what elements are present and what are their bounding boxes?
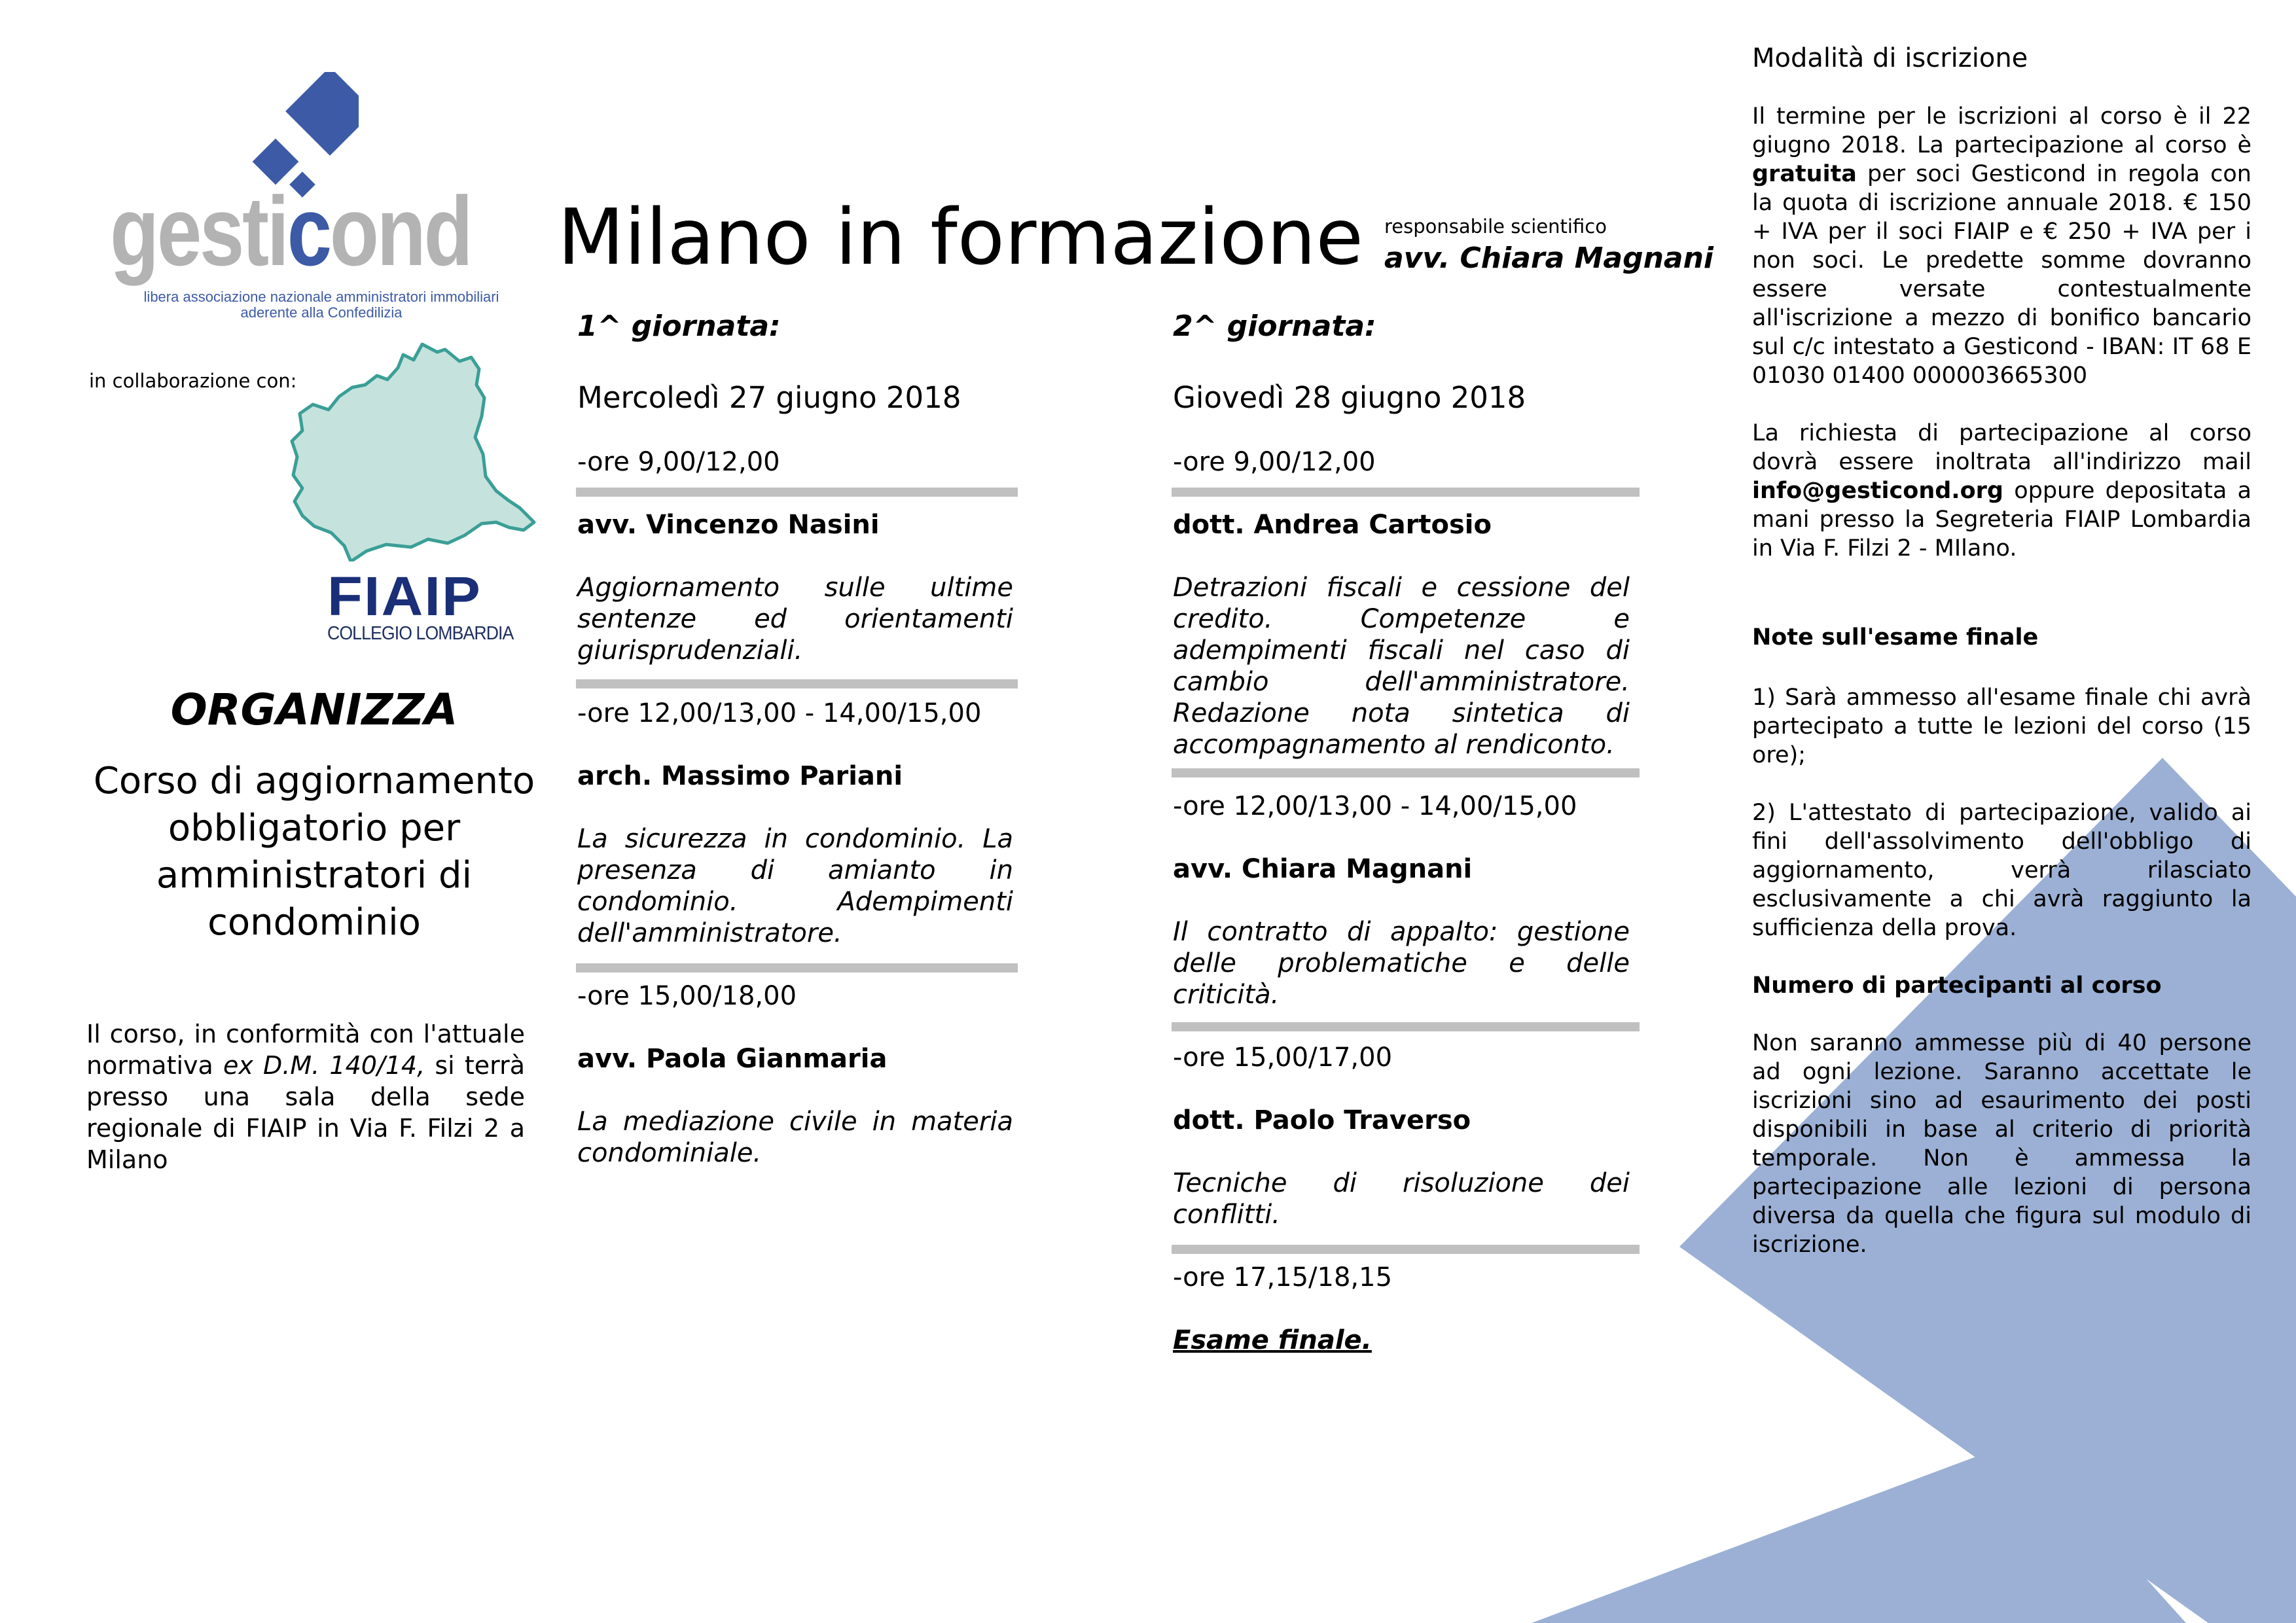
day1-time: -ore 9,00/12,00 — [577, 447, 780, 477]
day2-time: -ore 9,00/12,00 — [1173, 447, 1376, 477]
participants-heading: Numero di partecipanti al corso — [1752, 972, 2162, 999]
day2-topic: Detrazioni fiscali e cessione del credito. Competenze e adempimenti fiscali nel caso di cambio dell'amministratore. Redazione nota sintetica di accompagnamento al rendiconto. — [1173, 573, 1630, 760]
diamond-large — [285, 72, 359, 156]
logo-tagline-line: aderente alla Confedilizia — [240, 304, 403, 321]
day2-time: -ore 17,15/18,15 — [1173, 1262, 1393, 1293]
day1-speaker: avv. Vincenzo Nasini — [577, 510, 880, 540]
reg-text: Il termine per le iscrizioni al corso è il 22 giugno 2018. La partecipazione al corso è — [1752, 103, 2251, 158]
day2-speaker: avv. Chiara Magnani — [1173, 854, 1473, 884]
reg-text: La richiesta di partecipazione al corso dovrà essere inoltrata all'indirizzo mail — [1752, 420, 2251, 475]
day2-heading: 2^ giornata: — [1173, 310, 1376, 343]
wordmark-grey-part: ond — [329, 176, 471, 286]
day1-speaker: arch. Massimo Pariani — [577, 761, 903, 791]
divider — [1172, 488, 1640, 497]
wordmark-grey-part: gesti — [110, 176, 287, 286]
intro-text: Il corso, in conformità con l'attuale normativa — [86, 1020, 525, 1080]
day1-topic: Aggiornamento sulle ultime sentenze ed orientamenti giurisprudenziali. — [577, 573, 1013, 666]
page-title: Milano in formazione — [558, 192, 1363, 282]
exam-label: Esame finale. — [1173, 1325, 1372, 1355]
logo-tagline — [115, 289, 528, 321]
divider — [1172, 768, 1640, 777]
lombardia-shape — [292, 344, 534, 562]
fiaip-subtitle: COLLEGIO LOMBARDIA — [327, 623, 514, 644]
wordmark-blue-part: c — [287, 176, 330, 286]
day1-date: Mercoledì 27 giugno 2018 — [577, 380, 961, 415]
course-title: Corso di aggiornamento obbligatorio per amministratori di condominio — [93, 760, 535, 944]
divider — [1172, 1245, 1640, 1254]
day2-topic: Il contratto di appalto: gestione delle problematiche e delle criticità. — [1173, 917, 1630, 1010]
intro-text: si terrà presso una sala della sede regionale di FIAIP in Via F. Filzi 2 a Milano — [86, 1051, 526, 1174]
divider — [1172, 1022, 1640, 1031]
exam-note: 1) Sarà ammesso all'esame finale chi avrà partecipato a tutte le lezioni del corso (15 ore); — [1752, 685, 2251, 768]
collab-label: in collaborazione con: — [89, 370, 297, 392]
divider — [576, 679, 1018, 688]
reg-heading: Modalità di iscrizione — [1752, 43, 2028, 73]
reg-free: gratuita — [1752, 161, 1857, 187]
day2-time: -ore 15,00/17,00 — [1173, 1043, 1393, 1073]
intro-norm: ex D.M. 140/14, — [223, 1051, 425, 1080]
fiaip-logo — [327, 565, 530, 648]
gesticond-logo — [110, 72, 529, 327]
day1-time: -ore 12,00/13,00 - 14,00/15,00 — [577, 698, 982, 728]
day2-topic: Tecniche di risoluzione dei conflitti. — [1173, 1168, 1630, 1230]
email-link[interactable]: info@gesticond.org — [1752, 478, 2003, 504]
gesticond-wordmark — [110, 176, 471, 286]
divider — [576, 488, 1018, 497]
organizza-heading: ORGANIZZA — [170, 685, 458, 735]
course-intro — [86, 1018, 525, 1175]
logo-tagline-line: libera associazione nazionale amministratori immobiliari — [143, 289, 499, 305]
exam-note: 2) L'attestato di partecipazione, valido ai fini dell'assolvimento dell'obbligo di aggiornamento, verrà rilasciato esclusivamente a chi avrà raggiunto la sufficienza della prova. — [1752, 800, 2251, 941]
fiaip-wordmark: FIAIP — [327, 565, 482, 627]
day2-speaker: dott. Andrea Cartosio — [1173, 510, 1492, 540]
lombardia-map-icon — [288, 339, 537, 562]
registration-info — [1752, 42, 2251, 1259]
day1-speaker: avv. Paola Gianmaria — [577, 1044, 888, 1074]
day1-topic: La sicurezza in condominio. La presenza di amianto in condominio. Adempimenti dell'amministratore. — [577, 824, 1013, 948]
day2-speaker: dott. Paolo Traverso — [1173, 1105, 1471, 1135]
resp-name: avv. Chiara Magnani — [1384, 241, 1713, 275]
day1-time: -ore 15,00/18,00 — [577, 981, 797, 1011]
reg-text: per soci Gesticond in regola con la quota di iscrizione annuale 2018. € 150 + IVA per il soci FIAIP e € 250 + IVA per i non soci. Le predette somme dovranno essere versate contestualmente all'iscrizione a mezzo di bonifico bancario sul c/c intestato a Gesticond - IBAN: IT 68 E 01030 01400 000003665300 — [1752, 161, 2251, 389]
day1-heading: 1^ giornata: — [577, 310, 781, 343]
day2-time: -ore 12,00/13,00 - 14,00/15,00 — [1173, 791, 1577, 821]
resp-label: responsabile scientifico — [1384, 215, 1607, 238]
divider — [576, 963, 1018, 972]
day1-topic: La mediazione civile in materia condominiale. — [577, 1107, 1013, 1168]
reg-text: oppure depositata a mani presso la Segreteria FIAIP Lombardia in Via F. Filzi 2 - MIlano. — [1752, 478, 2251, 562]
reg-paragraph — [1752, 419, 2251, 563]
participants-paragraph: Non saranno ammesse più di 40 persone ad ogni lezione. Saranno accettate le iscrizioni sino ad esaurimento dei posti disponibili in base al criterio di priorità temporale. Non è ammessa la partecipazione alle lezioni di persona diversa da quella che figura sul modulo di iscrizione. — [1752, 1030, 2251, 1258]
day2-date: Giovedì 28 giugno 2018 — [1173, 380, 1526, 415]
reg-paragraph — [1752, 102, 2251, 390]
exam-notes-heading: Note sull'esame finale — [1752, 624, 2039, 651]
